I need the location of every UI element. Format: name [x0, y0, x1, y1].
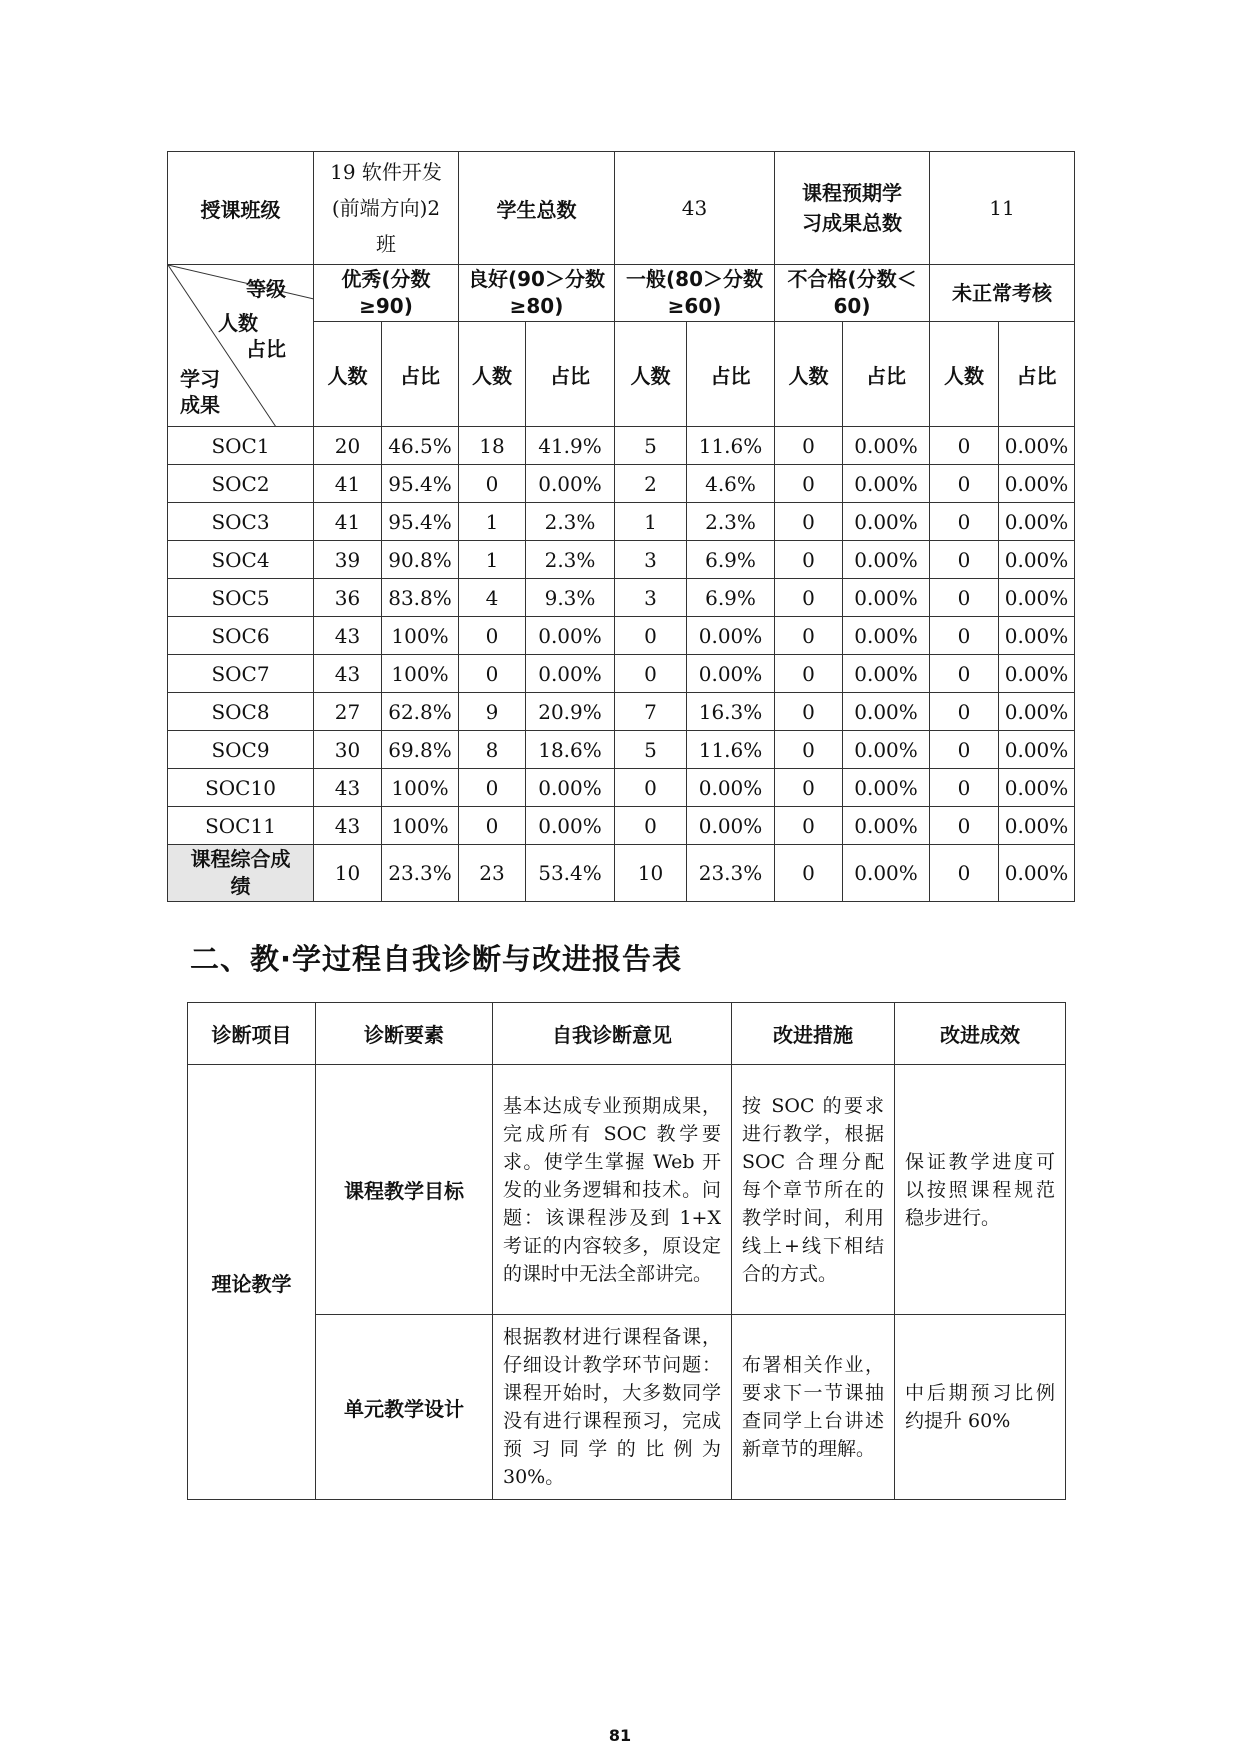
section-heading: 二、教·学过程自我诊断与改进报告表: [190, 942, 683, 976]
table-cell: 0: [930, 769, 999, 807]
header-improvement-effect: 改进成效: [895, 1003, 1066, 1065]
table-cell: 0: [459, 769, 526, 807]
table-cell: 4.6%: [687, 465, 775, 503]
table-cell: 0.00%: [843, 769, 930, 807]
table-cell: 46.5%: [382, 427, 459, 465]
diagnosis-report-table: [187, 1002, 1066, 1500]
table-cell: 0: [775, 465, 843, 503]
grade-excellent: 优秀(分数≥90): [314, 265, 459, 322]
sub-header-count: 人数: [930, 322, 999, 427]
table-row: [168, 731, 1075, 769]
table-cell: 6.9%: [687, 541, 775, 579]
effect-unit-design: 中后期预习比例约提升 60%: [895, 1315, 1066, 1500]
table-cell: 0.00%: [999, 503, 1075, 541]
table-cell: 0.00%: [843, 693, 930, 731]
effect-course-objective: 保证教学进度可以按照课程规范稳步进行。: [895, 1065, 1066, 1315]
table-cell: 95.4%: [382, 465, 459, 503]
table-cell: 43: [314, 807, 382, 845]
table-cell: 0: [459, 807, 526, 845]
table-cell: 1: [459, 503, 526, 541]
total-cell: 53.4%: [526, 845, 615, 902]
students-label: 学生总数: [459, 152, 615, 265]
total-cell: 10: [314, 845, 382, 902]
table-cell: 90.8%: [382, 541, 459, 579]
table-cell: 0: [775, 731, 843, 769]
table-cell: 0: [930, 427, 999, 465]
table-cell: 0: [459, 617, 526, 655]
table-cell: 0: [775, 807, 843, 845]
table-cell: 2: [615, 465, 687, 503]
table-cell: 43: [314, 769, 382, 807]
outcomes-value: 11: [930, 152, 1075, 265]
table-cell: 20: [314, 427, 382, 465]
table-row: [168, 617, 1075, 655]
table-cell: 100%: [382, 769, 459, 807]
sub-header-count: 人数: [314, 322, 382, 427]
table-cell: 0.00%: [687, 617, 775, 655]
outcomes-label: 课程预期学习成果总数: [775, 152, 930, 265]
table-cell: 0: [615, 655, 687, 693]
table-cell: 0: [775, 579, 843, 617]
grade-average: 一般(80＞分数≥60): [615, 265, 775, 322]
table-cell: 0.00%: [526, 807, 615, 845]
table-cell: 0.00%: [999, 427, 1075, 465]
grade-good: 良好(90＞分数≥80): [459, 265, 615, 322]
class-label: 授课班级: [168, 152, 314, 265]
table-cell: 0.00%: [999, 807, 1075, 845]
header-diagnosis-item: 诊断项目: [188, 1003, 316, 1065]
row-label: SOC3: [168, 503, 314, 541]
table-cell: 0: [775, 503, 843, 541]
outcome-rows: [168, 427, 1075, 845]
table-cell: 100%: [382, 807, 459, 845]
table-cell: 43: [314, 617, 382, 655]
class-value: 19 软件开发(前端方向)2 班: [314, 152, 459, 265]
table-cell: 0.00%: [999, 465, 1075, 503]
table-cell: 4: [459, 579, 526, 617]
table-cell: 100%: [382, 617, 459, 655]
table-cell: 5: [615, 427, 687, 465]
table-cell: 0.00%: [999, 731, 1075, 769]
table-row: [168, 541, 1075, 579]
table-cell: 0.00%: [687, 807, 775, 845]
row-label: SOC8: [168, 693, 314, 731]
sub-header-count: 人数: [615, 322, 687, 427]
table-cell: 0.00%: [843, 807, 930, 845]
table-cell: 0: [775, 655, 843, 693]
table-row: [168, 503, 1075, 541]
sub-header-ratio: 占比: [999, 322, 1075, 427]
table-cell: 0: [459, 465, 526, 503]
header-self-diagnosis: 自我诊断意见: [493, 1003, 732, 1065]
table-cell: 3: [615, 579, 687, 617]
students-value: 43: [615, 152, 775, 265]
table-cell: 0.00%: [843, 541, 930, 579]
total-cell: 23.3%: [382, 845, 459, 902]
sub-header-ratio: 占比: [526, 322, 615, 427]
total-cell: 10: [615, 845, 687, 902]
table-cell: 0.00%: [843, 427, 930, 465]
table-cell: 20.9%: [526, 693, 615, 731]
table-cell: 0.00%: [843, 617, 930, 655]
diag-outcome-label-1: 学习: [180, 367, 220, 391]
table-row: [168, 693, 1075, 731]
table-cell: 0.00%: [843, 655, 930, 693]
table-cell: 0: [775, 617, 843, 655]
table-cell: 0.00%: [687, 655, 775, 693]
table-cell: 0: [930, 807, 999, 845]
outcome-grade-table: [167, 151, 1075, 902]
table-cell: 0: [930, 465, 999, 503]
table-cell: 95.4%: [382, 503, 459, 541]
table-row: [168, 579, 1075, 617]
sub-header-count: 人数: [775, 322, 843, 427]
total-cell: 23: [459, 845, 526, 902]
row-label: SOC4: [168, 541, 314, 579]
row-label: SOC11: [168, 807, 314, 845]
table-cell: 0.00%: [687, 769, 775, 807]
row-label: SOC2: [168, 465, 314, 503]
table-cell: 0.00%: [999, 617, 1075, 655]
opinion-course-objective: 基本达成专业预期成果，完成所有 SOC 教学要求。使学生掌握 Web 开发的业务逻辑和技术。问题：该课程涉及到 1+X 考证的内容较多，原设定的课时中无法全部讲完。: [493, 1065, 732, 1315]
table-cell: 0.00%: [843, 465, 930, 503]
table-cell: 5: [615, 731, 687, 769]
row-label: SOC6: [168, 617, 314, 655]
table-cell: 62.8%: [382, 693, 459, 731]
table-cell: 41.9%: [526, 427, 615, 465]
table-cell: 8: [459, 731, 526, 769]
table-cell: 3: [615, 541, 687, 579]
table-cell: 18: [459, 427, 526, 465]
table-cell: 0: [775, 427, 843, 465]
table-cell: 0.00%: [999, 655, 1075, 693]
grade-not-assessed: 未正常考核: [930, 265, 1075, 322]
table-cell: 0: [459, 655, 526, 693]
table-cell: 2.3%: [526, 503, 615, 541]
table-cell: 1: [459, 541, 526, 579]
table-cell: 0: [615, 769, 687, 807]
category-theory-teaching: 理论教学: [188, 1065, 316, 1500]
measure-unit-design: 布署相关作业，要求下一节课抽查同学上台讲述新章节的理解。: [732, 1315, 895, 1500]
table-cell: 0.00%: [526, 617, 615, 655]
opinion-unit-design: 根据教材进行课程备课，仔细设计教学环节问题：课程开始时，大多数同学没有进行课程预习，完成预习同学的比例为 30%。: [493, 1315, 732, 1500]
table-cell: 69.8%: [382, 731, 459, 769]
table-cell: 0: [775, 693, 843, 731]
diag-count-label: 人数: [218, 311, 258, 335]
diagonal-header-cell: [168, 265, 314, 427]
table-cell: 0: [775, 769, 843, 807]
table-cell: 0.00%: [526, 655, 615, 693]
table-cell: 9.3%: [526, 579, 615, 617]
table-cell: 36: [314, 579, 382, 617]
row-label: SOC10: [168, 769, 314, 807]
table-cell: 2.3%: [687, 503, 775, 541]
header-diagnosis-element: 诊断要素: [316, 1003, 493, 1065]
total-cell: 23.3%: [687, 845, 775, 902]
row-label: SOC5: [168, 579, 314, 617]
table-cell: 0.00%: [999, 541, 1075, 579]
sub-header-ratio: 占比: [687, 322, 775, 427]
element-unit-design: 单元教学设计: [316, 1315, 493, 1500]
table-cell: 41: [314, 503, 382, 541]
table-cell: 0.00%: [999, 579, 1075, 617]
table-cell: 0: [615, 807, 687, 845]
table-cell: 30: [314, 731, 382, 769]
table-cell: 41: [314, 465, 382, 503]
total-cell: 0: [775, 845, 843, 902]
table-cell: 0: [930, 731, 999, 769]
sub-header-ratio: 占比: [843, 322, 930, 427]
table-cell: 7: [615, 693, 687, 731]
row-label: SOC9: [168, 731, 314, 769]
table-cell: 16.3%: [687, 693, 775, 731]
table-row: [168, 655, 1075, 693]
table-cell: 18.6%: [526, 731, 615, 769]
table-cell: 11.6%: [687, 427, 775, 465]
page-number: 81: [608, 1726, 632, 1745]
table-cell: 0: [930, 503, 999, 541]
table-cell: 0.00%: [999, 769, 1075, 807]
table-cell: 27: [314, 693, 382, 731]
row-label: SOC1: [168, 427, 314, 465]
diag-grade-label: 等级: [246, 277, 286, 301]
table-cell: 0.00%: [843, 503, 930, 541]
table-cell: 0: [930, 617, 999, 655]
table-cell: 0: [930, 655, 999, 693]
table-cell: 6.9%: [687, 579, 775, 617]
table-cell: 83.8%: [382, 579, 459, 617]
table-cell: 0.00%: [999, 693, 1075, 731]
total-cell: 0.00%: [999, 845, 1075, 902]
total-cell: 0: [930, 845, 999, 902]
sub-header-ratio: 占比: [382, 322, 459, 427]
diag-ratio-label: 占比: [246, 337, 286, 361]
grade-fail: 不合格(分数＜60): [775, 265, 930, 322]
table-cell: 1: [615, 503, 687, 541]
table-row: [168, 427, 1075, 465]
row-label: SOC7: [168, 655, 314, 693]
table-cell: 0.00%: [526, 769, 615, 807]
table-row: [168, 807, 1075, 845]
diag-outcome-label-2: 成果: [180, 393, 220, 417]
table-cell: 0: [930, 579, 999, 617]
element-course-objective: 课程教学目标: [316, 1065, 493, 1315]
table-cell: 0.00%: [843, 579, 930, 617]
header-improvement-measure: 改进措施: [732, 1003, 895, 1065]
table-cell: 100%: [382, 655, 459, 693]
table-cell: 39: [314, 541, 382, 579]
table-cell: 2.3%: [526, 541, 615, 579]
sub-header-count: 人数: [459, 322, 526, 427]
table-cell: 0: [930, 693, 999, 731]
table-cell: 0.00%: [526, 465, 615, 503]
measure-course-objective: 按 SOC 的要求进行教学，根据 SOC 合理分配每个章节所在的教学时间，利用线上+线下相结合的方式。: [732, 1065, 895, 1315]
table-cell: 11.6%: [687, 731, 775, 769]
table-cell: 0: [775, 541, 843, 579]
table-row: [168, 465, 1075, 503]
total-label: 课程综合成绩: [168, 845, 314, 902]
table-cell: 0: [615, 617, 687, 655]
table-cell: 9: [459, 693, 526, 731]
table-cell: 43: [314, 655, 382, 693]
table-cell: 0.00%: [843, 731, 930, 769]
table-row: [168, 769, 1075, 807]
total-cell: 0.00%: [843, 845, 930, 902]
table-cell: 0: [930, 541, 999, 579]
